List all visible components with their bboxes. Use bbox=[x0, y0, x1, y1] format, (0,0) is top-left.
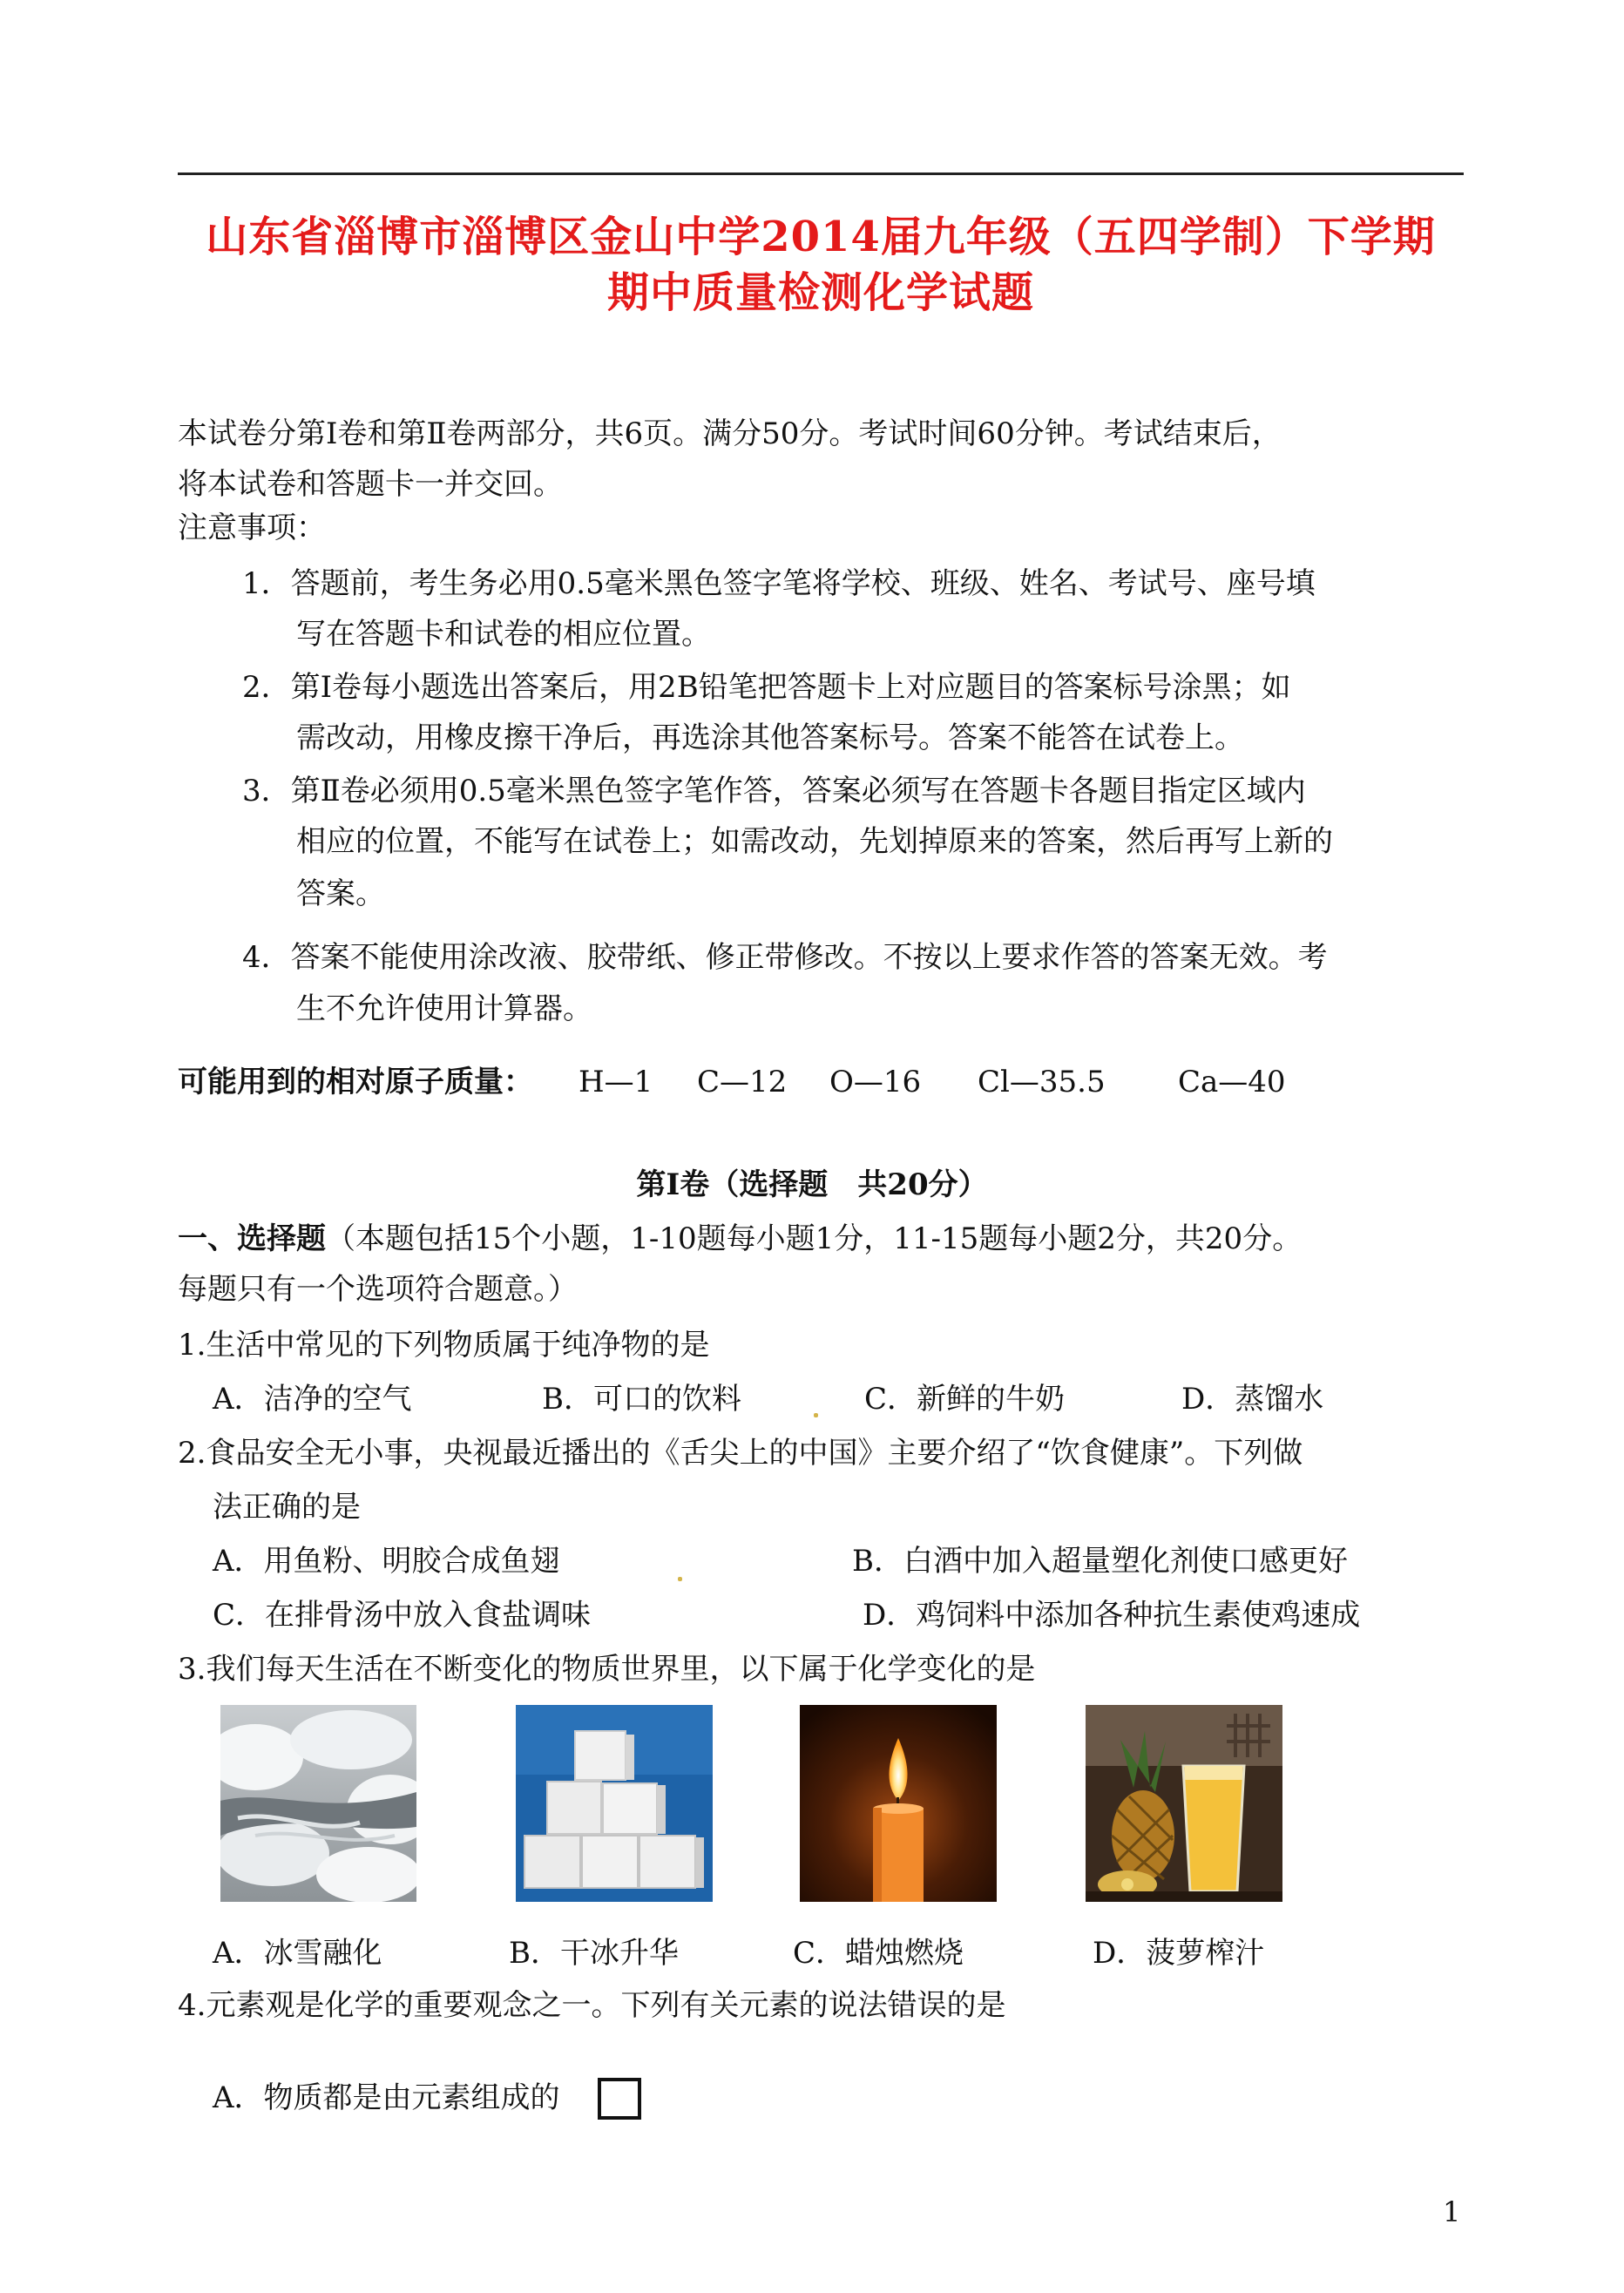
notice-item-4-line-2: 生不允许使用计算器。 bbox=[296, 991, 592, 1026]
photo-pineapple-juice bbox=[1086, 1705, 1282, 1902]
notice-item-2-line-2: 需改动，用橡皮擦干净后，再选涂其他答案标号。答案不能答在试卷上。 bbox=[296, 720, 1244, 755]
q3-option-b: B．干冰升华 bbox=[509, 1936, 679, 1971]
section-1-heading: 第Ⅰ卷（选择题 共20分） bbox=[636, 1167, 988, 1202]
q4-stem: 4.元素观是化学的重要观念之一。下列有关元素的说法错误的是 bbox=[178, 1988, 1006, 2023]
notice-item-1-line-1: 1．答题前，考生务必用0.5毫米黑色签字笔将学校、班级、姓名、考试号、座号填 bbox=[242, 566, 1316, 601]
photo-melting-snow bbox=[220, 1705, 416, 1902]
intro-line-1: 本试卷分第Ⅰ卷和第Ⅱ卷两部分，共6页。满分50分。考试时间60分钟。考试结束后， bbox=[178, 416, 1282, 451]
q1-stem: 1.生活中常见的下列物质属于纯净物的是 bbox=[178, 1328, 710, 1363]
q2-option-d: D．鸡饲料中添加各种抗生素使鸡速成 bbox=[863, 1598, 1361, 1633]
title-line-1: 山东省淄博市淄博区金山中学2014届九年级（五四学制）下学期 bbox=[206, 213, 1436, 261]
notice-item-1-line-2: 写在答题卡和试卷的相应位置。 bbox=[296, 617, 711, 652]
notice-heading: 注意事项： bbox=[178, 511, 326, 545]
answer-box bbox=[598, 2078, 641, 2120]
section-1-intro-label: 一、选择题 bbox=[178, 1221, 326, 1256]
q1-option-b: B．可口的饮料 bbox=[542, 1382, 741, 1417]
q3-option-d: D．菠萝榨汁 bbox=[1093, 1936, 1265, 1971]
atomic-mass-h: H—1 bbox=[579, 1065, 653, 1099]
notice-item-3-line-1: 3．第Ⅱ卷必须用0.5毫米黑色签字笔作答，答案必须写在答题卡各题目指定区域内 bbox=[242, 774, 1306, 808]
q1-option-a: A．洁净的空气 bbox=[213, 1382, 412, 1417]
speck-mark bbox=[678, 1577, 682, 1581]
title-line-2: 期中质量检测化学试题 bbox=[606, 268, 1034, 317]
q2-option-a: A．用鱼粉、明胶合成鱼翅 bbox=[213, 1544, 560, 1579]
q4-option-a: A．物质都是由元素组成的 bbox=[213, 2080, 560, 2115]
atomic-mass-c: C—12 bbox=[697, 1065, 788, 1099]
atomic-mass-ca: Ca—40 bbox=[1178, 1065, 1286, 1099]
q3-stem: 3.我们每天生活在不断变化的物质世界里，以下属于化学变化的是 bbox=[178, 1652, 1036, 1687]
notice-item-3-line-3: 答案。 bbox=[296, 876, 385, 911]
q2-option-b: B．白酒中加入超量塑化剂使口感更好 bbox=[852, 1544, 1348, 1579]
section-1-intro-rest: （本题包括15个小题，1-10题每小题1分，11-15题每小题2分，共20分。 bbox=[326, 1221, 1303, 1256]
notice-item-2-line-1: 2．第Ⅰ卷每小题选出答案后，用2B铅笔把答题卡上对应题目的答案标号涂黑；如 bbox=[242, 670, 1291, 705]
section-1-intro-line-2: 每题只有一个选项符合题意。） bbox=[178, 1272, 578, 1307]
speck-mark bbox=[814, 1413, 818, 1417]
atomic-mass-label: 可能用到的相对原子质量： bbox=[178, 1065, 533, 1099]
q1-option-d: D．蒸馏水 bbox=[1181, 1382, 1324, 1417]
q1-option-c: C．新鲜的牛奶 bbox=[864, 1382, 1066, 1417]
notice-item-4-line-1: 4．答案不能使用涂改液、胶带纸、修正带修改。不按以上要求作答的答案无效。考 bbox=[242, 940, 1328, 975]
intro-line-2: 将本试卷和答题卡一并交回。 bbox=[178, 467, 563, 502]
header-rule bbox=[178, 172, 1464, 175]
photo-burning-candle bbox=[800, 1705, 997, 1902]
atomic-mass-o: O—16 bbox=[829, 1065, 922, 1099]
section-1-intro bbox=[178, 1220, 1302, 1258]
q2-stem-line-1: 2.食品安全无小事，央视最近播出的《舌尖上的中国》主要介绍了“饮食健康”。下列做 bbox=[178, 1436, 1303, 1471]
q3-option-c: C．蜡烛燃烧 bbox=[793, 1936, 964, 1971]
notice-item-3-line-2: 相应的位置，不能写在试卷上；如需改动，先划掉原来的答案，然后再写上新的 bbox=[296, 824, 1333, 859]
q2-stem-line-2: 法正确的是 bbox=[213, 1490, 361, 1525]
page-number: 1 bbox=[1443, 2195, 1461, 2229]
q3-option-a: A．冰雪融化 bbox=[213, 1936, 382, 1971]
q2-option-c: C．在排骨汤中放入食盐调味 bbox=[213, 1598, 592, 1633]
photo-dry-ice bbox=[516, 1705, 713, 1902]
atomic-mass-cl: Cl—35.5 bbox=[978, 1065, 1106, 1099]
